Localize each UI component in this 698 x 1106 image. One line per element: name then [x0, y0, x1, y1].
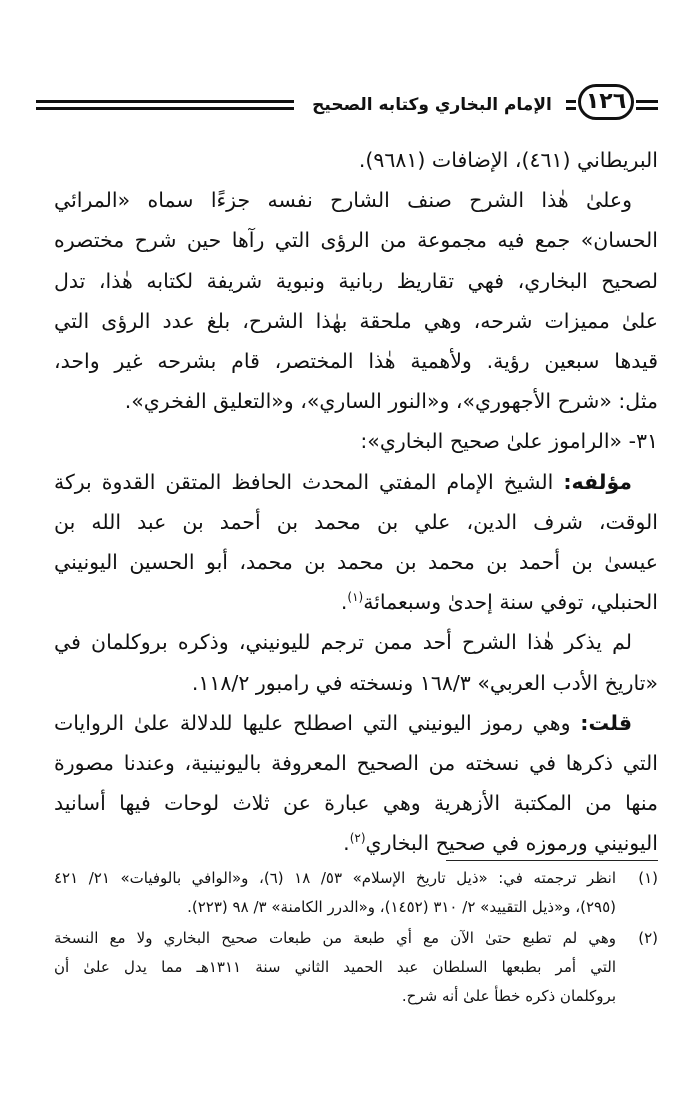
- lead-label: مؤلفه:: [563, 469, 632, 494]
- footnote-line: بروكلمان ذكره خطأ علىٰ أنه شرح.: [401, 987, 616, 1005]
- text-line: مثل: «شرح الأجهوري»، و«النور الساري»، و«التعليق الفخري».: [124, 389, 658, 414]
- text-line: الحسان» جمع فيه مجموعة من الرؤى التي رآها حين شرح مختصره: [54, 228, 658, 253]
- header-rule: [36, 107, 294, 110]
- footnote-marker: (١): [638, 869, 658, 887]
- heading-line: ٣١- «الراموز علىٰ صحيح البخاري»:: [360, 429, 658, 454]
- page-number-frame: [578, 84, 634, 120]
- text-line: [54, 582, 658, 622]
- footnote-separator: [446, 860, 658, 861]
- paragraph-3: [54, 462, 658, 623]
- text-run: اليونيني ورموزه في صحيح البخاري: [365, 831, 658, 856]
- footnote-reference: (١): [347, 590, 364, 605]
- section-heading: [54, 421, 658, 461]
- text-run: .: [340, 590, 348, 615]
- page-number: ١٢٦: [585, 89, 627, 114]
- footnote-marker: (٢): [638, 929, 658, 947]
- text-line: عيسىٰ بن أحمد بن محمد بن محمد بن محمد، أبو الحسين اليونيني: [54, 550, 658, 575]
- running-title: الإمام البخاري وكتابه الصحيح: [312, 95, 552, 115]
- header-rule: [636, 100, 658, 103]
- header-rule: [566, 107, 576, 110]
- text-line: لصحيح البخاري، فهي تقاريظ ربانية ونبوية شريفة لكتابه هٰذا، تدل: [54, 268, 658, 293]
- text-line: الوقت، شرف الدين، علي بن محمد بن أحمد بن عبد الله بن: [54, 509, 658, 534]
- footnote-1: [54, 864, 658, 922]
- header-rule: [566, 100, 576, 103]
- header-rule: [36, 100, 294, 103]
- text-run: .: [343, 831, 350, 856]
- paragraph-2: [54, 180, 658, 421]
- text-run: الحنبلي، توفي سنة إحدىٰ وسبعمائة: [363, 590, 658, 615]
- text-line: منها من المكتبة الأزهرية وهي عبارة عن ثلاث لوحات فيها أسانيد: [54, 791, 658, 816]
- text-line: «تاريخ الأدب العربي» ١٦٨/٣ ونسخته في رامبور ١١٨/٢.: [191, 670, 658, 695]
- text-line: التي ذكرها في نسخته من الصحيح المعروفة باليونينية، وعندنا مصورة: [54, 751, 658, 776]
- main-text: [54, 140, 658, 864]
- footnote-line: (٢٩٥)، و«ذيل التقييد» ٢/ ٣١٠ (١٤٥٢)، و«الدرر الكامنة» ٣/ ٩٨ (٢٢٣).: [187, 898, 616, 916]
- page-header: [36, 84, 658, 126]
- footnotes: [54, 864, 658, 1011]
- footnote-reference: (٢): [349, 831, 366, 846]
- text-line: وعلىٰ هٰذا الشرح صنف الشارح نفسه جزءًا سماه «المرائي: [54, 188, 632, 213]
- paragraph-5: [54, 703, 658, 864]
- text-line: [54, 703, 658, 743]
- text-line: [54, 823, 658, 863]
- footnote-line: التي أمر بطبعها السلطان عبد الحميد الثاني سنة ١٣١١هـ مما يدل علىٰ أن: [54, 958, 616, 976]
- text-line: علىٰ مميزات شرحه، وهي ملحقة بهٰذا الشرح، بلغ عدد الرؤى التي: [54, 308, 658, 333]
- header-rule: [636, 107, 658, 110]
- text-line: البريطاني (٤٦١)، الإضافات (٩٦٨١).: [358, 148, 658, 172]
- footnote-2: [54, 924, 658, 1011]
- paragraph-4: [54, 622, 658, 702]
- text-line: قيدها سبعين رؤية. ولأهمية هٰذا المختصر، قام بشرحه غير واحد،: [54, 349, 658, 374]
- text-line: لم يذكر هٰذا الشرح أحد ممن ترجم لليونيني، وذكره بروكلمان في: [54, 630, 632, 655]
- paragraph-1: [54, 140, 658, 180]
- text-run: وهي رموز اليونيني التي اصطلح عليها للدلالة علىٰ الروايات: [54, 710, 581, 735]
- lead-label: قلت:: [580, 710, 632, 735]
- footnote-line: انظر ترجمته في: «ذيل تاريخ الإسلام» ٥٣/ ١٨ (٦)، و«الوافي بالوفيات» ٢١/ ٤٢١: [54, 869, 616, 887]
- footnote-line: وهي لم تطبع حتىٰ الآن مع أي طبعة من طبعات صحيح البخاري ولا مع النسخة: [54, 929, 616, 947]
- text-line: [54, 462, 658, 502]
- text-run: الشيخ الإمام المفتي المحدث الحافظ المتقن القدوة بركة: [54, 469, 564, 494]
